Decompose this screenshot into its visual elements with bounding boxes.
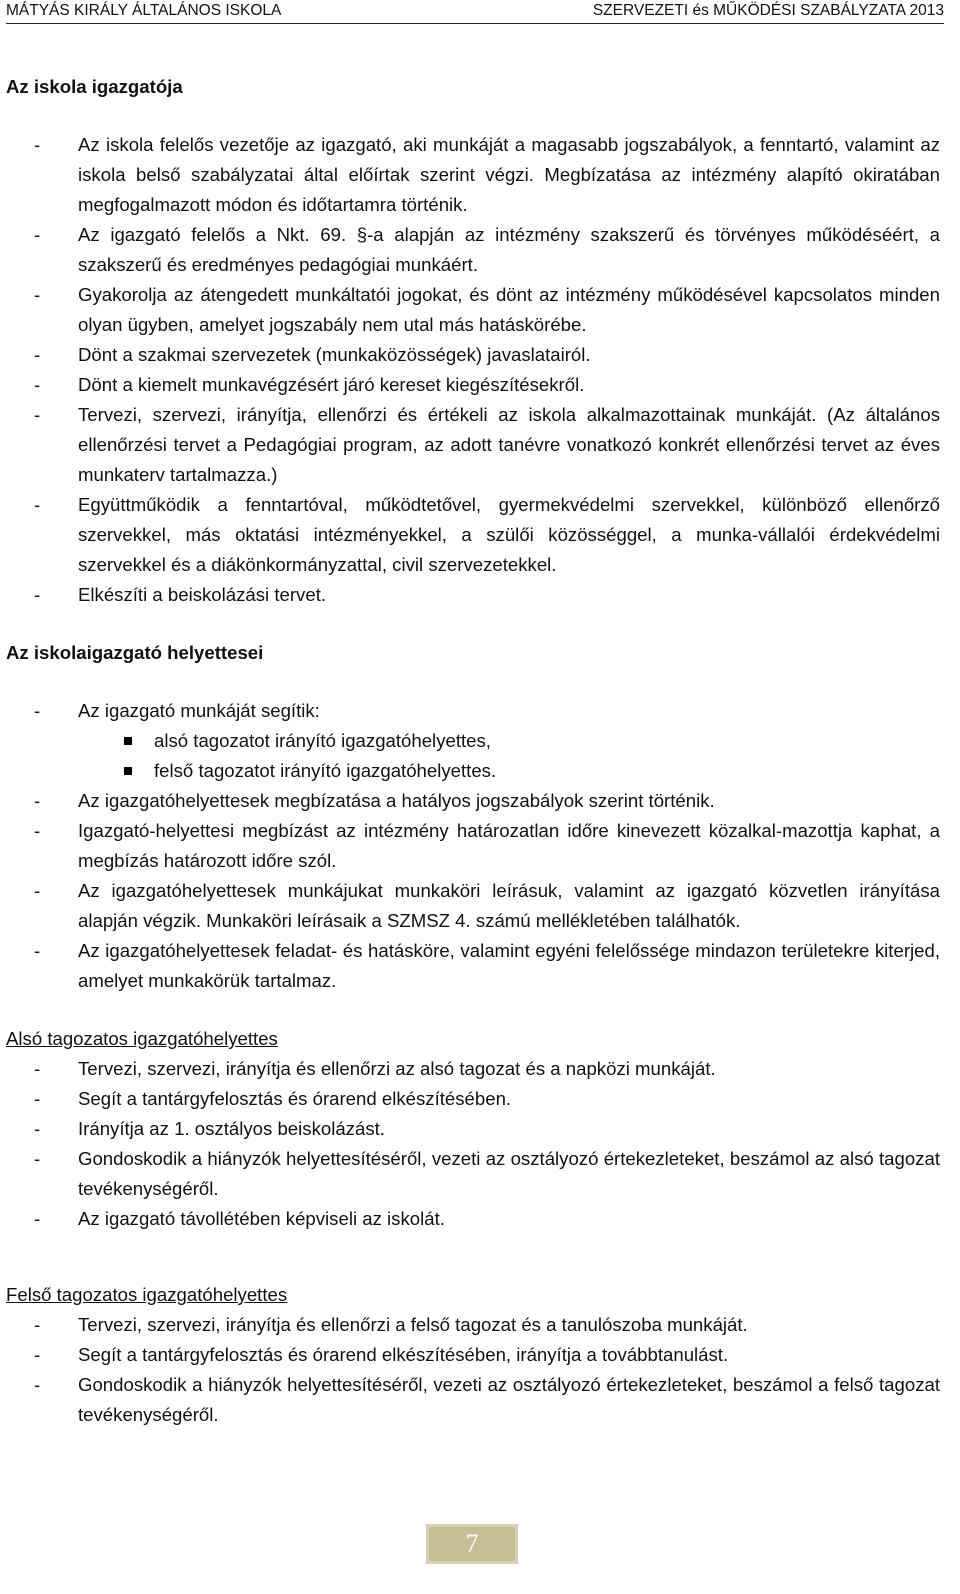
list-item: - Az igazgatóhelyettesek munkájukat munkaköri leírásuk, valamint az igazgató közvetlen irányítása alapján végzik. Munkaköri leírásaik a SZMSZ 4. számú mellékletében találhatók.: [6, 876, 940, 936]
list-item: - Segít a tantárgyfelosztás és órarend elkészítésében, irányítja a továbbtanulást.: [6, 1340, 940, 1370]
header-school-name: MÁTYÁS KIRÁLY ÁLTALÁNOS ISKOLA: [6, 2, 282, 19]
list-item: - Az igazgató távollétében képviseli az iskolát.: [6, 1204, 940, 1234]
section-title-deputies: Az iskolaigazgató helyettesei: [6, 642, 264, 663]
list-item: [6, 696, 940, 786]
list-item: - Elkészíti a beiskolázási tervet.: [6, 580, 940, 610]
section-title-upper-deputy: Felső tagozatos igazgatóhelyettes: [6, 1284, 288, 1305]
list-item: - Az iskola felelős vezetője az igazgató, aki munkáját a magasabb jogszabályok, a fenntartó, valamint az iskola belső szabályzatai által előírtak szerint végzi. Megbízatása az intézmény alapító okiratában megfogalmazott módon és időtartamra történik.: [6, 130, 940, 220]
list-item: - Az igazgató felelős a Nkt. 69. §-a alapján az intézmény szakszerű és törvényes működéséért, a szakszerű és eredményes pedagógiai munkáért.: [6, 220, 940, 280]
deputies-list: [6, 696, 940, 996]
list-item: - Az igazgatóhelyettesek feladat- és hatásköre, valamint egyéni felelőssége mindazon területekre kiterjed, amelyet munkakörük tartalmaz.: [6, 936, 940, 996]
section-title-lower-deputy: Alsó tagozatos igazgatóhelyettes: [6, 1028, 278, 1049]
list-item: - Tervezi, szervezi, irányítja, ellenőrzi és értékeli az iskola alkalmazottainak munkáját. (Az általános ellenőrzési tervet a Pedagógiai program, az adott tanévre vonatkozó konkrét ellenőrzési tervet az éves munkaterv tartalmazza.): [6, 400, 940, 490]
page-header: [6, 0, 944, 24]
list-item: - Az igazgatóhelyettesek megbízatása a hatályos jogszabályok szerint történik.: [6, 786, 940, 816]
header-document-title: SZERVEZETI és MŰKÖDÉSI SZABÁLYZATA 2013: [592, 2, 944, 19]
list-item: - Segít a tantárgyfelosztás és órarend elkészítésében.: [6, 1084, 940, 1114]
list-item: - Gyakorolja az átengedett munkáltatói jogokat, és dönt az intézmény működésével kapcsolatos minden olyan ügyben, amelyet jogszabály nem utal más hatáskörébe.: [6, 280, 940, 340]
section-title-principal: Az iskola igazgatója: [6, 76, 183, 97]
list-item: - Dönt a szakmai szervezetek (munkaközösségek) javaslatairól.: [6, 340, 940, 370]
document-body: [6, 72, 940, 1430]
lower-deputy-list: [6, 1054, 940, 1234]
principal-duties-list: [6, 130, 940, 610]
sub-list-item: alsó tagozatot irányító igazgatóhelyettes,: [6, 726, 940, 756]
deputies-intro: Az igazgató munkáját segítik:: [78, 700, 320, 721]
page-number: 7: [426, 1524, 518, 1564]
upper-deputy-list: [6, 1310, 940, 1430]
list-item: - Gondoskodik a hiányzók helyettesítéséről, vezeti az osztályozó értekezleteket, beszámol az alsó tagozat tevékenységéről.: [6, 1144, 940, 1204]
list-item: - Tervezi, szervezi, irányítja és ellenőrzi az alsó tagozat és a napközi munkáját.: [6, 1054, 940, 1084]
list-item: - Irányítja az 1. osztályos beiskolázást.: [6, 1114, 940, 1144]
list-item: - Tervezi, szervezi, irányítja és ellenőrzi a felső tagozat és a tanulószoba munkáját.: [6, 1310, 940, 1340]
deputies-sublist: [6, 726, 940, 786]
list-item: - Igazgató-helyettesi megbízást az intézmény határozatlan időre kinevezett közalkal-mazottja kaphat, a megbízás határozott időre szól.: [6, 816, 940, 876]
sub-list-item: felső tagozatot irányító igazgatóhelyettes.: [6, 756, 940, 786]
list-item: - Dönt a kiemelt munkavégzésért járó kereset kiegészítésekről.: [6, 370, 940, 400]
list-item: - Gondoskodik a hiányzók helyettesítéséről, vezeti az osztályozó értekezleteket, beszámol a felső tagozat tevékenységéről.: [6, 1370, 940, 1430]
list-item: - Együttműködik a fenntartóval, működtetővel, gyermekvédelmi szervekkel, különböző ellenőrző szervekkel, más oktatási intézményekkel, a szülői közösséggel, a munka-vállalói érdekvédelmi szervekkel és a diákönkormányzattal, civil szervezetekkel.: [6, 490, 940, 580]
